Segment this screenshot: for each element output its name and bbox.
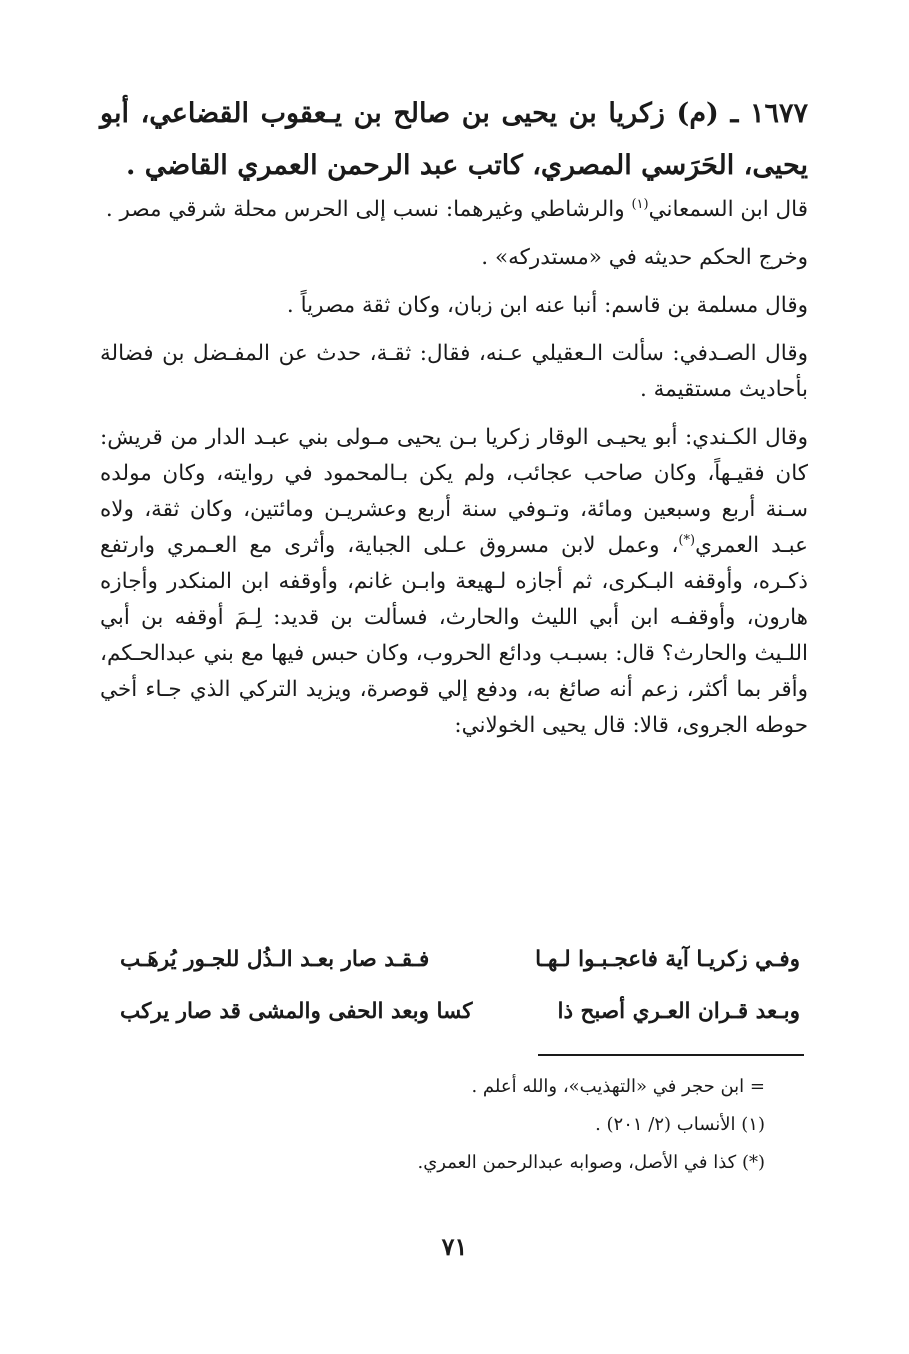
paragraph-hakim: وخرج الحكم حديثه في «مستدركه» . — [481, 245, 808, 270]
paragraph-text: ، وعمل لابن مسروق عـلى الجباية، وأثرى مع العـمري وارتفع ذكـره، وأوقفه البـكرى، ثم أجازه لـهيعة وابـن غانم، وأوقفه ابن المنكدر وأجازه هارون، وأوقفـه ابن أبي الليث والحارث، فسألت بن قديد: لِـمَ أوقفه بن أبي اللـيث والحارث؟ قال: بسبـب ودائع الحروب، وكان حبس فيها مع بني عبدالحـكم، وأقر بما أكثر، زعم أنه صائغ به، ودفع إلي قوصرة، ويزيد التركي الذي جـاء أخي حوطه الجروى، قالا: قال يحيى الخولاني: — [100, 533, 808, 738]
poem-second-hemistich: كسا وبعد الحفى والمشى قد صار يركب — [120, 999, 473, 1024]
poem-verse — [120, 934, 800, 986]
paragraph-text: قال ابن السمعاني — [648, 197, 808, 222]
footnote-star: (*) كذا في الأصل، وصوابه عبدالرحمن العمري. — [417, 1152, 765, 1173]
paragraph-text: والرشاطي وغيرهما: نسب إلى الحرس محلة شرقي مصر . — [105, 197, 632, 222]
footnotes — [300, 1068, 765, 1182]
footnote-marker-star: (*) — [678, 532, 696, 548]
footnote-separator — [538, 1054, 804, 1056]
poem-verse — [120, 986, 800, 1038]
paragraph-text: وقال الكـندي: أبو يحيـى الوقار زكريا بـن يحيى مـولى بني عبـد الدار من قريش: كان فقيـهاً، وكان صاحب عجائب، ولم يكن بـالمحمود في روايته، وكان مولده سـنة أربع وسبعين ومائة، وتـوفي سنة أربع وعشريـن ومائتين، وكان ثقة، ولاه عبـد العمري — [100, 425, 808, 558]
poem-first-hemistich: وبـعد قـران العـري أصبح ذا — [557, 999, 800, 1024]
poem — [120, 934, 800, 1038]
paragraph-maslama: وقال مسلمة بن قاسم: أنبا عنه ابن زبان، وكان ثقة مصرياً . — [286, 293, 808, 318]
poem-first-hemistich: وفـي زكريـا آية فاعجـبـوا لـهـا — [535, 947, 800, 972]
paragraph-kindi — [100, 420, 808, 744]
entry-heading: ١٦٧٧ ـ (م) زكريا بن يحيى بن صالح بن يـعقوب القضاعي، أبو يحيى، الحَرَسي المصري، كاتب عبد الرحمن العمري القاضي . — [100, 98, 808, 181]
entry-body — [100, 192, 808, 756]
poem-second-hemistich: فـقـد صار بعـد الـذُل للجـور يُرهَـب — [120, 947, 430, 972]
paragraph-samani — [100, 192, 808, 228]
footnote-continuation: = ابن حجر في «التهذيب»، والله أعلم . — [471, 1076, 765, 1097]
paragraph-sadafi: وقال الصـدفي: سألت الـعقيلي عـنه، فقال: ثقـة، حدث عن المفـضل بن فضالة بأحاديث مستقيمة . — [100, 341, 808, 402]
footnote-1: (١) الأنساب (٢/ ٢٠١) . — [595, 1114, 765, 1135]
footnote-marker-1: (١) — [631, 196, 649, 212]
page-number: ٧١ — [441, 1232, 468, 1261]
